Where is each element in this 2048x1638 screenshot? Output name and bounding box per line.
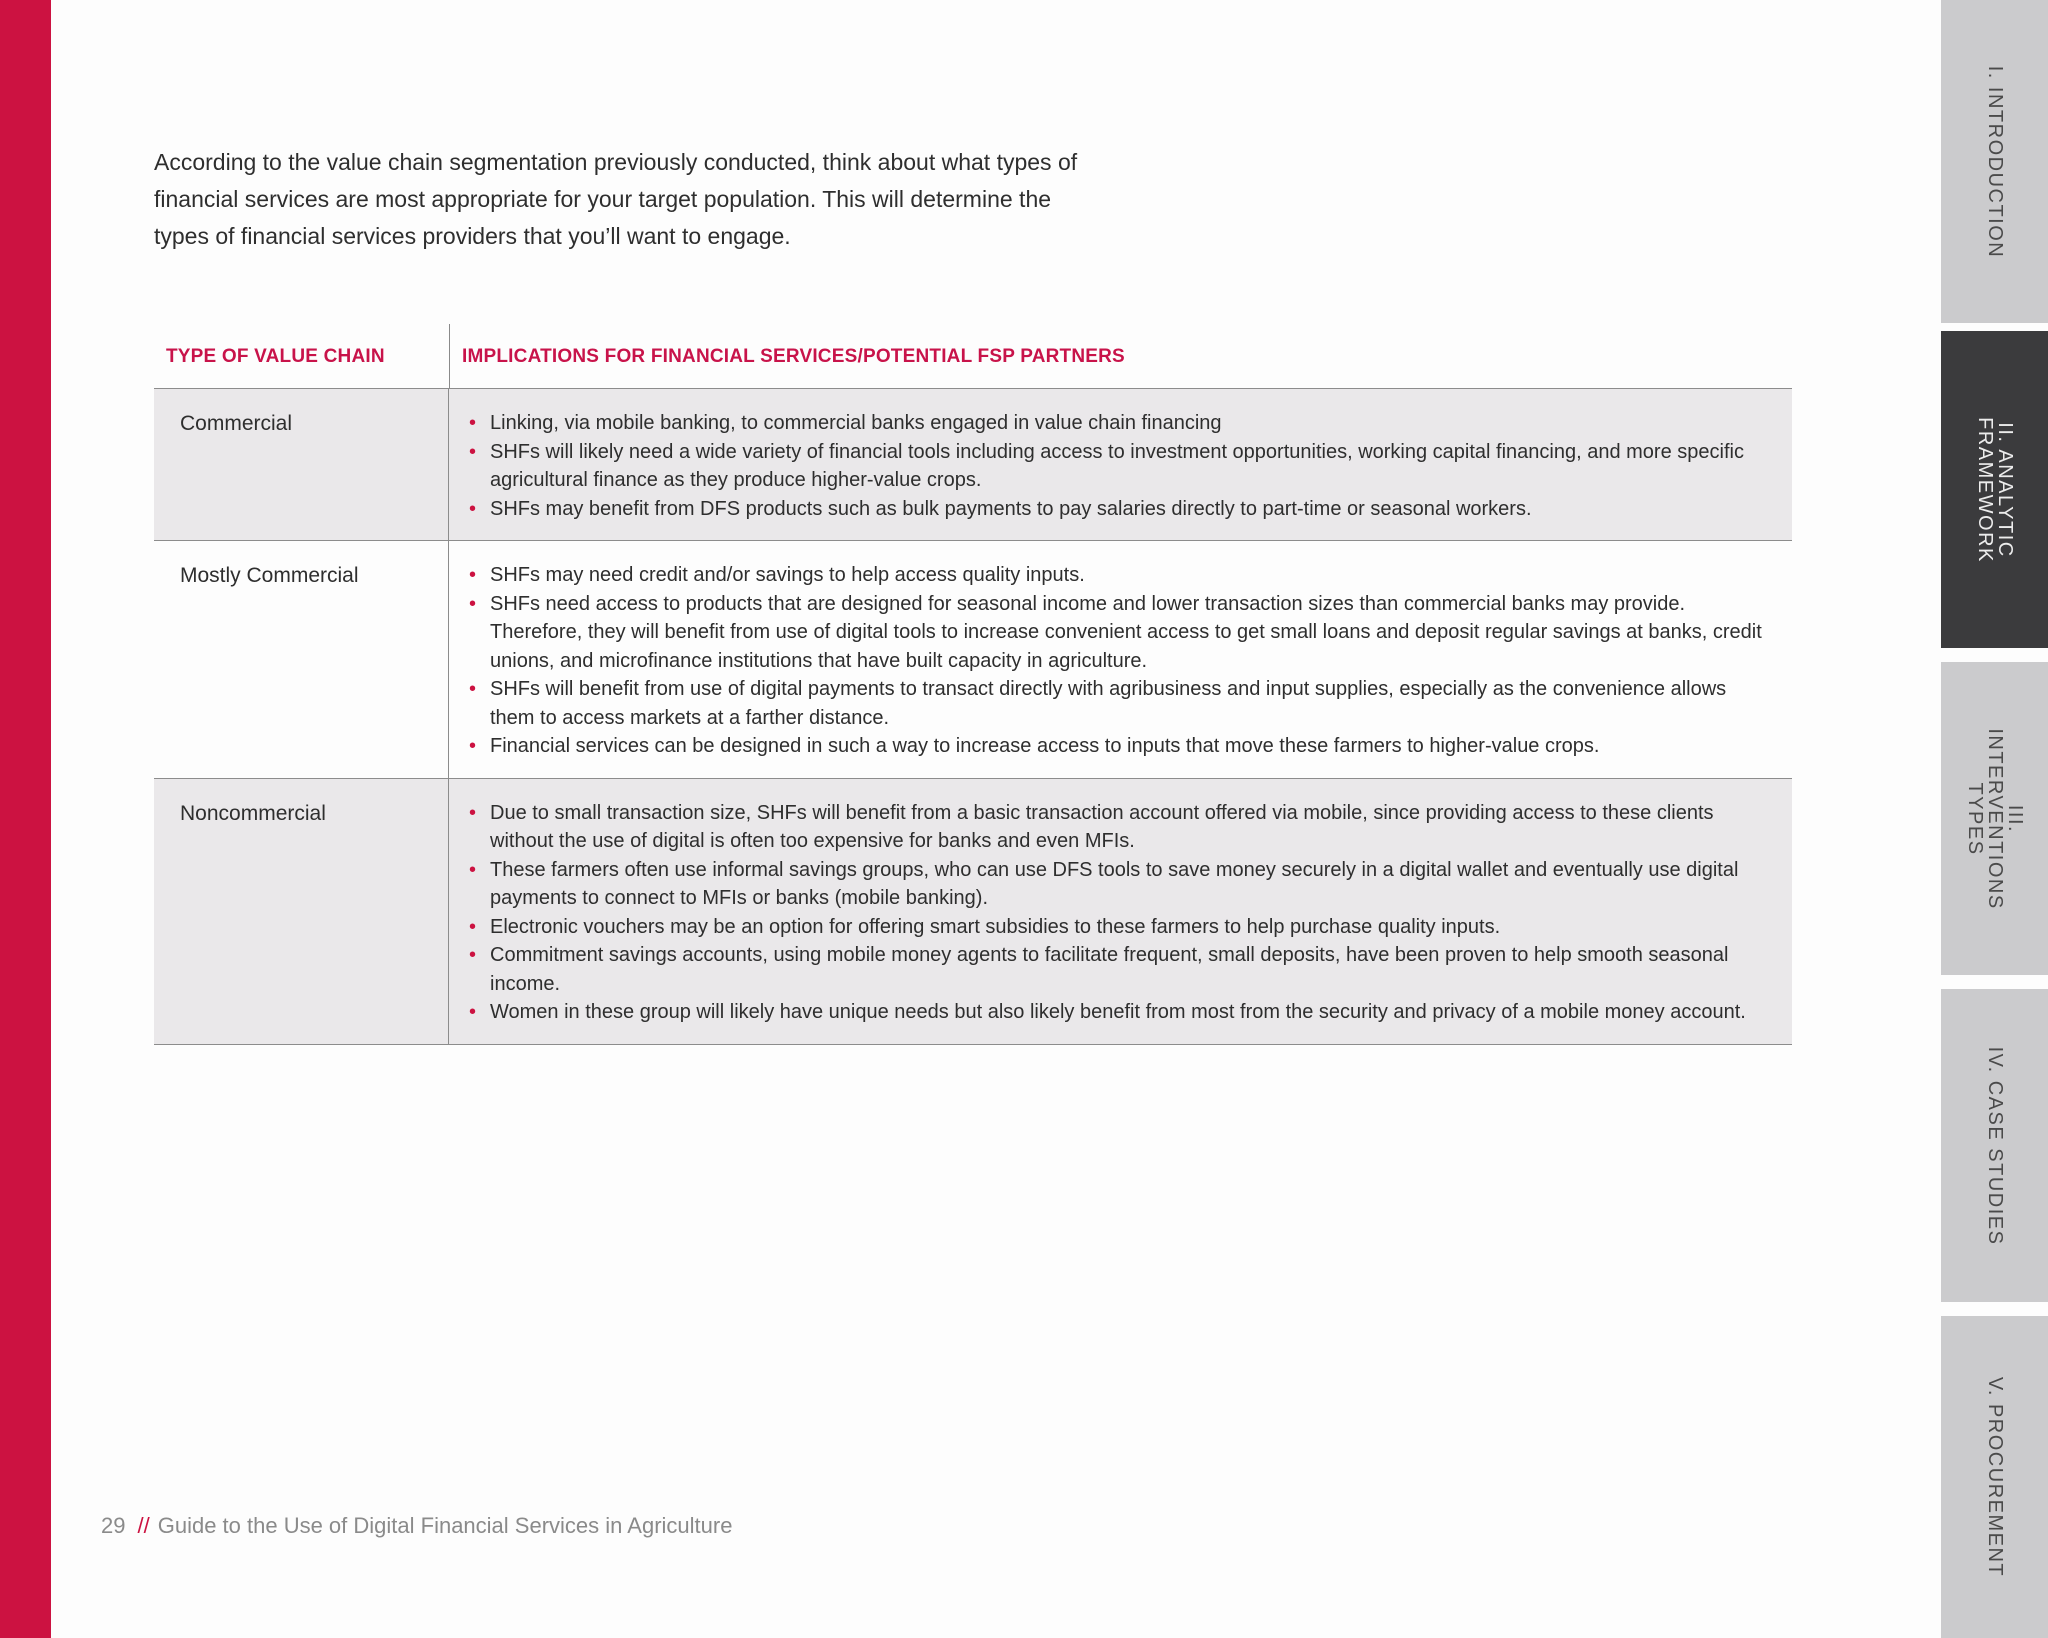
section-tabs (1941, 0, 2048, 1638)
page-number: 29 (101, 1513, 126, 1538)
tab-label: III. INTERVENTIONS TYPES (1963, 727, 2026, 910)
implication-bullet: • Linking, via mobile banking, to commercial banks engaged in value chain financing (469, 409, 1772, 438)
tab-introduction[interactable] (1941, 0, 2048, 323)
row-type-label: Noncommercial (154, 779, 449, 1044)
tab-procurement[interactable] (1941, 1316, 2048, 1638)
table-row-mostly-commercial (154, 540, 1792, 778)
row-implications (449, 779, 1792, 1044)
value-chain-table (154, 324, 1792, 1045)
table-row-commercial (154, 388, 1792, 540)
implication-bullet: • Commitment savings accounts, using mobile money agents to facilitate frequent, small deposits, have been proven to help smooth seasonal income. (469, 941, 1772, 998)
intro-paragraph (154, 144, 1114, 255)
implication-bullet: • SHFs need access to products that are designed for seasonal income and lower transaction sizes than commercial banks may provide. Therefore, they will benefit from use of digital tools to increase convenient access to get small loans and deposit regular savings at banks, credit unions, and microfinance institutions that have built capacity in agriculture. (469, 590, 1772, 676)
table-row-noncommercial (154, 778, 1792, 1045)
implication-bullet: • These farmers often use informal savings groups, who can use DFS tools to save money securely in a digital wallet and eventually use digital payments to connect to MFIs or banks (mobile banking). (469, 856, 1772, 913)
implication-bullet: • SHFs will likely need a wide variety of financial tools including access to investment opportunities, working capital financing, and more specific agricultural finance as they produce higher-value crops. (469, 438, 1772, 495)
row-type-label: Mostly Commercial (154, 541, 449, 778)
tab-interventions-types[interactable] (1941, 662, 2048, 975)
page-footer (101, 1513, 732, 1539)
implication-bullet: • SHFs may benefit from DFS products such as bulk payments to pay salaries directly to part-time or seasonal workers. (469, 495, 1772, 524)
implication-bullet: • SHFs may need credit and/or savings to help access quality inputs. (469, 561, 1772, 590)
implication-bullet: • SHFs will benefit from use of digital payments to transact directly with agribusiness and input supplies, especially as the convenience allows them to access markets at a farther distance. (469, 675, 1772, 732)
document-title: Guide to the Use of Digital Financial Services in Agriculture (157, 1513, 733, 1538)
footer-separator: // (137, 1513, 150, 1538)
intro-line: According to the value chain segmentation previously conducted, think about what types of (154, 149, 1078, 175)
header-implications: IMPLICATIONS FOR FINANCIAL SERVICES/POTENTIAL FSP PARTNERS (462, 346, 1125, 367)
intro-line: financial services are most appropriate for your target population. This will determine the (154, 186, 1052, 212)
row-implications (449, 541, 1792, 778)
table-header (154, 324, 1792, 388)
tab-label: V. PROCUREMENT (1983, 1376, 2006, 1578)
header-type-of-value-chain: TYPE OF VALUE CHAIN (166, 346, 385, 367)
implication-bullet: • Electronic vouchers may be an option for offering smart subsidies to these farmers to help purchase quality inputs. (469, 913, 1772, 942)
accent-sidebar-strip (0, 0, 51, 1638)
implication-bullet: • Women in these group will likely have unique needs but also likely benefit from most from the security and privacy of a mobile money account. (469, 998, 1772, 1027)
implication-bullet: • Financial services can be designed in such a way to increase access to inputs that move these farmers to higher-value crops. (469, 732, 1772, 761)
tab-label: I. INTRODUCTION (1983, 65, 2006, 258)
tab-label: II. ANALYTIC FRAMEWORK (1973, 416, 2016, 563)
implication-bullet: • Due to small transaction size, SHFs will benefit from a basic transaction account offered via mobile, since providing access to these clients without the use of digital is often too expensive for banks and even MFIs. (469, 799, 1772, 856)
tab-case-studies[interactable] (1941, 989, 2048, 1302)
row-type-label: Commercial (154, 389, 449, 540)
intro-line: types of financial services providers that you’ll want to engage. (154, 223, 791, 249)
row-implications (449, 389, 1792, 540)
tab-analytic-framework[interactable] (1941, 331, 2048, 648)
header-divider (449, 324, 450, 388)
tab-label: IV. CASE STUDIES (1983, 1046, 2006, 1245)
